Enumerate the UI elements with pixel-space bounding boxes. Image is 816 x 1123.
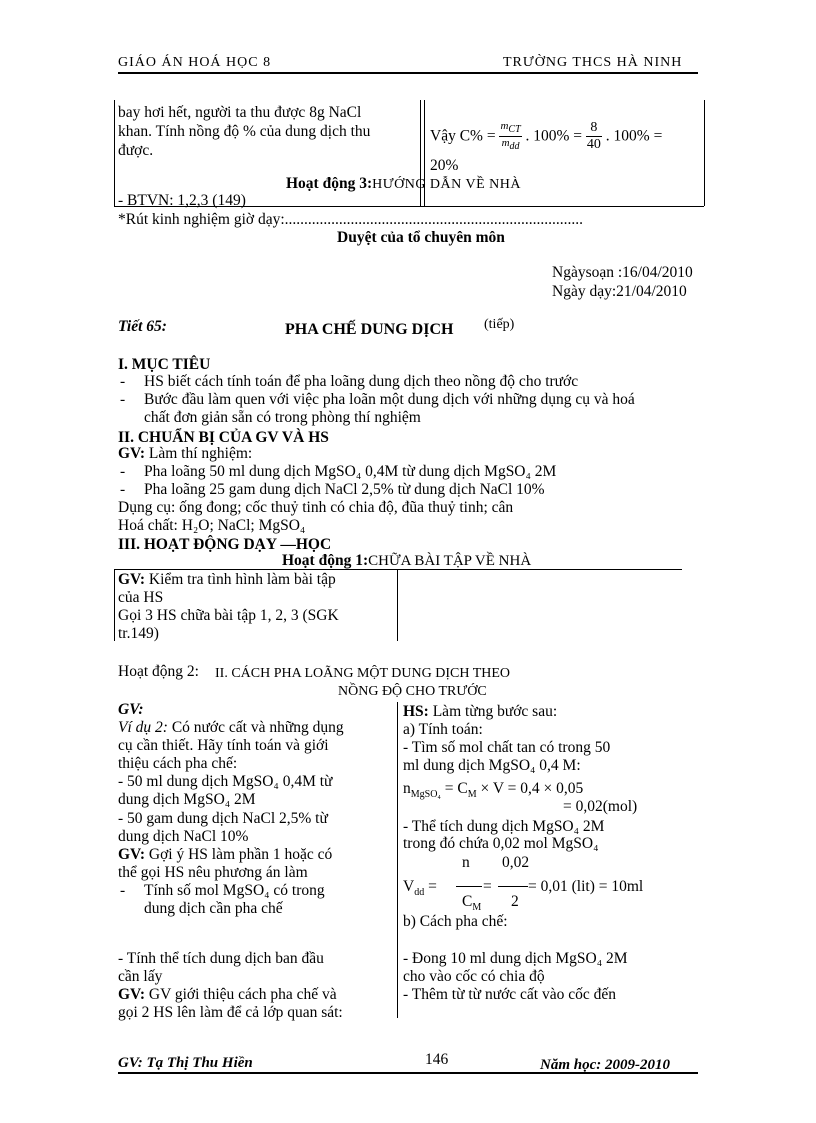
activity-3-heading bbox=[286, 175, 521, 194]
volume-formula bbox=[403, 878, 437, 902]
teaching-notes: *Rút kinh nghiệm giờ dạy:............................................................................. bbox=[118, 211, 584, 228]
lesson-number: Tiết 65: bbox=[118, 318, 167, 335]
bullet-dash: - bbox=[120, 391, 126, 408]
gv-label: GV: bbox=[118, 571, 145, 588]
left-gv-method bbox=[118, 986, 337, 1004]
bullet-dash: - bbox=[120, 882, 126, 899]
v-symbol: V bbox=[403, 878, 415, 895]
lesson-continued: (tiếp) bbox=[484, 317, 515, 332]
bullet-dash: - bbox=[120, 463, 126, 480]
right-line-7: - Thể tích dung dịch MgSO₄ 2M bbox=[403, 818, 605, 835]
gv-label: GV: bbox=[118, 986, 145, 1003]
left-line-12: - Tính thể tích dung dịch ban đầu bbox=[118, 950, 324, 967]
example-text: Có nước cất và những dụng bbox=[167, 719, 344, 736]
moles-calc: × V = 0,4 × 0,05 bbox=[476, 780, 584, 797]
table-border-right bbox=[704, 100, 705, 206]
frac1-num-sub: CT bbox=[508, 124, 521, 136]
lesson-title: PHA CHẾ DUNG DỊCH bbox=[285, 321, 454, 338]
header-right: TRƯỜNG THCS HÀ NINH bbox=[503, 55, 683, 70]
v-subscript: dd bbox=[414, 887, 425, 899]
top-left-line-1: bay hơi hết, người ta thu được 8g NaCl bbox=[118, 104, 362, 121]
right-line-12: b) Cách pha chế: bbox=[403, 913, 508, 930]
activity-1-heading bbox=[282, 552, 531, 570]
cm-sub: M bbox=[472, 902, 482, 914]
frac2-num: 8 bbox=[586, 120, 602, 137]
left-line-3: thiệu cách pha chế: bbox=[118, 755, 238, 772]
volume-result: = 0,01 (lit) = 10ml bbox=[528, 878, 644, 895]
cm-c: C bbox=[462, 893, 473, 910]
right-line-15: - Thêm từ từ nước cất vào cốc đến bbox=[403, 986, 617, 1003]
bullet-dash: - bbox=[120, 373, 126, 390]
activity-2-title-1: II. CÁCH PHA LOÃNG MỘT DUNG DỊCH THEO bbox=[215, 666, 511, 681]
hs-steps bbox=[403, 703, 557, 721]
header-rule bbox=[118, 72, 698, 74]
activity-1-line-4: tr.149) bbox=[118, 625, 159, 642]
frac2-den: 40 bbox=[586, 137, 601, 153]
equipment-line: Dụng cụ: ống đong; cốc thuỷ tinh có chia độ, đũa thuỷ tinh; cân bbox=[118, 499, 514, 516]
left-line-11: dung dịch cần pha chế bbox=[144, 900, 283, 917]
header-left: GIÁO ÁN HOÁ HỌC 8 bbox=[118, 55, 272, 70]
frac1-den: m bbox=[501, 137, 510, 150]
frac-2: 2 bbox=[511, 893, 519, 910]
left-line-9: thể gọi HS nêu phương án làm bbox=[118, 864, 308, 881]
table-border-left bbox=[114, 100, 115, 206]
section-preparation: II. CHUẨN BỊ CỦA GV VÀ HS bbox=[118, 429, 329, 446]
frac-n: n bbox=[462, 854, 470, 871]
right-line-4: ml dung dịch MgSO₄ 0,4 M: bbox=[403, 757, 581, 774]
frac1-num: m bbox=[500, 120, 509, 132]
gv-text: Làm thí nghiệm: bbox=[145, 445, 253, 462]
activity-1-left-border bbox=[114, 569, 115, 641]
n-subscript: MgSO₄ bbox=[410, 789, 441, 801]
left-line-14: GV giới thiệu cách pha chế và bbox=[145, 986, 337, 1003]
activity-2-label: Hoạt động 2: bbox=[118, 663, 199, 680]
right-line-2: a) Tính toán: bbox=[403, 721, 483, 738]
left-gv-hint bbox=[118, 846, 332, 864]
objective-1: HS biết cách tính toán để pha loãng dung dịch theo nồng độ cho trước bbox=[144, 373, 579, 390]
right-line-8: trong đó chứa 0,02 mol MgSO₄ bbox=[403, 835, 599, 852]
gv-label: GV: bbox=[118, 846, 145, 863]
objective-2a: Bước đầu làm quen với việc pha loãn một dung dịch với những dụng cụ và hoá bbox=[144, 391, 635, 408]
frac-0-02: 0,02 bbox=[502, 854, 530, 871]
frac-bar-1 bbox=[456, 886, 482, 887]
moles-result: = 0,02(mol) bbox=[563, 798, 638, 815]
activity-1-divider bbox=[397, 569, 398, 641]
activity-1-line-3: Gọi 3 HS chữa bài tập 1, 2, 3 (SGK bbox=[118, 607, 339, 624]
section-objectives: I. MỤC TIÊU bbox=[118, 356, 211, 373]
moles-formula bbox=[403, 780, 583, 804]
date-taught: Ngày dạy:21/04/2010 bbox=[552, 283, 687, 300]
c-symbol: = C bbox=[440, 780, 468, 797]
fraction-8-40 bbox=[586, 120, 602, 153]
activity-1-label: Hoạt động 1: bbox=[282, 552, 369, 569]
formula-suffix: . 100% = bbox=[605, 127, 663, 145]
left-line-10: Tính số mol MgSO₄ có trong bbox=[144, 882, 325, 899]
chemicals-line: Hoá chất: H₂O; NaCl; MgSO₄ bbox=[118, 517, 306, 534]
left-line-8: Gợi ý HS làm phần 1 hoặc có bbox=[145, 846, 333, 863]
left-line-15: gọi 2 HS lên làm để cả lớp quan sát: bbox=[118, 1004, 343, 1021]
frac-bar-2 bbox=[498, 886, 528, 887]
activity-1-rule bbox=[114, 569, 682, 570]
section-activities: III. HOẠT ĐỘNG DẠY —HỌC bbox=[118, 536, 332, 553]
equals-sign: = bbox=[483, 878, 492, 895]
left-line-2: cụ cần thiết. Hãy tính toán và giới bbox=[118, 737, 329, 754]
example-label: Ví dụ 2: bbox=[118, 719, 168, 736]
c-subscript: M bbox=[467, 789, 477, 801]
frac1-den-sub: dd bbox=[509, 141, 520, 153]
prep-item-1: Pha loãng 50 ml dung dịch MgSO₄ 0,4M từ dung dịch MgSO₄ 2M bbox=[144, 463, 557, 480]
left-line-7: dung dịch NaCl 10% bbox=[118, 828, 249, 845]
prep-gv bbox=[118, 445, 252, 463]
bullet-dash: - bbox=[120, 481, 126, 498]
activity-1-line-2: của HS bbox=[118, 589, 164, 606]
left-line-13: cần lấy bbox=[118, 968, 163, 985]
gv-label: GV: bbox=[118, 445, 145, 462]
approval-heading: Duyệt của tổ chuyên môn bbox=[337, 229, 505, 246]
top-left-line-2: khan. Tính nồng độ % của dung dịch thu bbox=[118, 123, 371, 140]
activity-1-gv bbox=[118, 571, 336, 589]
activity-3-title: HƯỚNG DẪN VỀ NHÀ bbox=[372, 177, 521, 192]
activity-1-title: CHỮA BÀI TẬP VỀ NHÀ bbox=[368, 553, 532, 569]
concentration-formula bbox=[430, 120, 662, 153]
v-equals: = bbox=[424, 878, 437, 895]
formula-result: 20% bbox=[430, 157, 459, 174]
footer-year: Năm học: 2009-2010 bbox=[540, 1057, 670, 1073]
activity-1-line-1: Kiểm tra tình hình làm bài tập bbox=[145, 571, 336, 588]
example-2 bbox=[118, 719, 344, 737]
activity-2-divider bbox=[397, 702, 398, 1018]
right-line-1: Làm từng bước sau: bbox=[428, 703, 558, 720]
left-line-4: - 50 ml dung dịch MgSO₄ 0,4M từ bbox=[118, 773, 333, 790]
left-line-6: - 50 gam dung dịch NaCl 2,5% từ bbox=[118, 810, 328, 827]
homework-line: - BTVN: 1,2,3 (149) bbox=[118, 192, 246, 209]
date-prepared: Ngàysoạn :16/04/2010 bbox=[552, 264, 693, 281]
prep-item-2: Pha loãng 25 gam dung dịch NaCl 2,5% từ dung dịch NaCl 10% bbox=[144, 481, 545, 498]
left-line-5: dung dịch MgSO₄ 2M bbox=[118, 791, 256, 808]
activity-2-gv: GV: bbox=[118, 701, 144, 718]
right-line-13: - Đong 10 ml dung dịch MgSO₄ 2M bbox=[403, 950, 628, 967]
activity-3-label: Hoạt động 3: bbox=[286, 175, 373, 192]
objective-2b: chất đơn giản sẵn có trong phòng thí nghiệm bbox=[144, 409, 421, 426]
n-symbol: n bbox=[403, 780, 411, 797]
hs-label: HS: bbox=[403, 703, 429, 720]
right-line-3: - Tìm số mol chất tan có trong 50 bbox=[403, 739, 611, 756]
top-left-line-3: được. bbox=[118, 142, 154, 159]
footer-rule bbox=[118, 1072, 698, 1074]
formula-prefix: Vậy C% = bbox=[430, 127, 496, 145]
page-number: 146 bbox=[425, 1051, 449, 1068]
formula-mid: . 100% = bbox=[525, 127, 583, 145]
right-line-14: cho vào cốc có chia độ bbox=[403, 968, 545, 985]
footer-teacher: GV: Tạ Thị Thu Hiền bbox=[118, 1055, 253, 1071]
activity-2-title-2: NỒNG ĐỘ CHO TRƯỚC bbox=[338, 684, 487, 699]
fraction-mct-mdd bbox=[499, 120, 521, 153]
